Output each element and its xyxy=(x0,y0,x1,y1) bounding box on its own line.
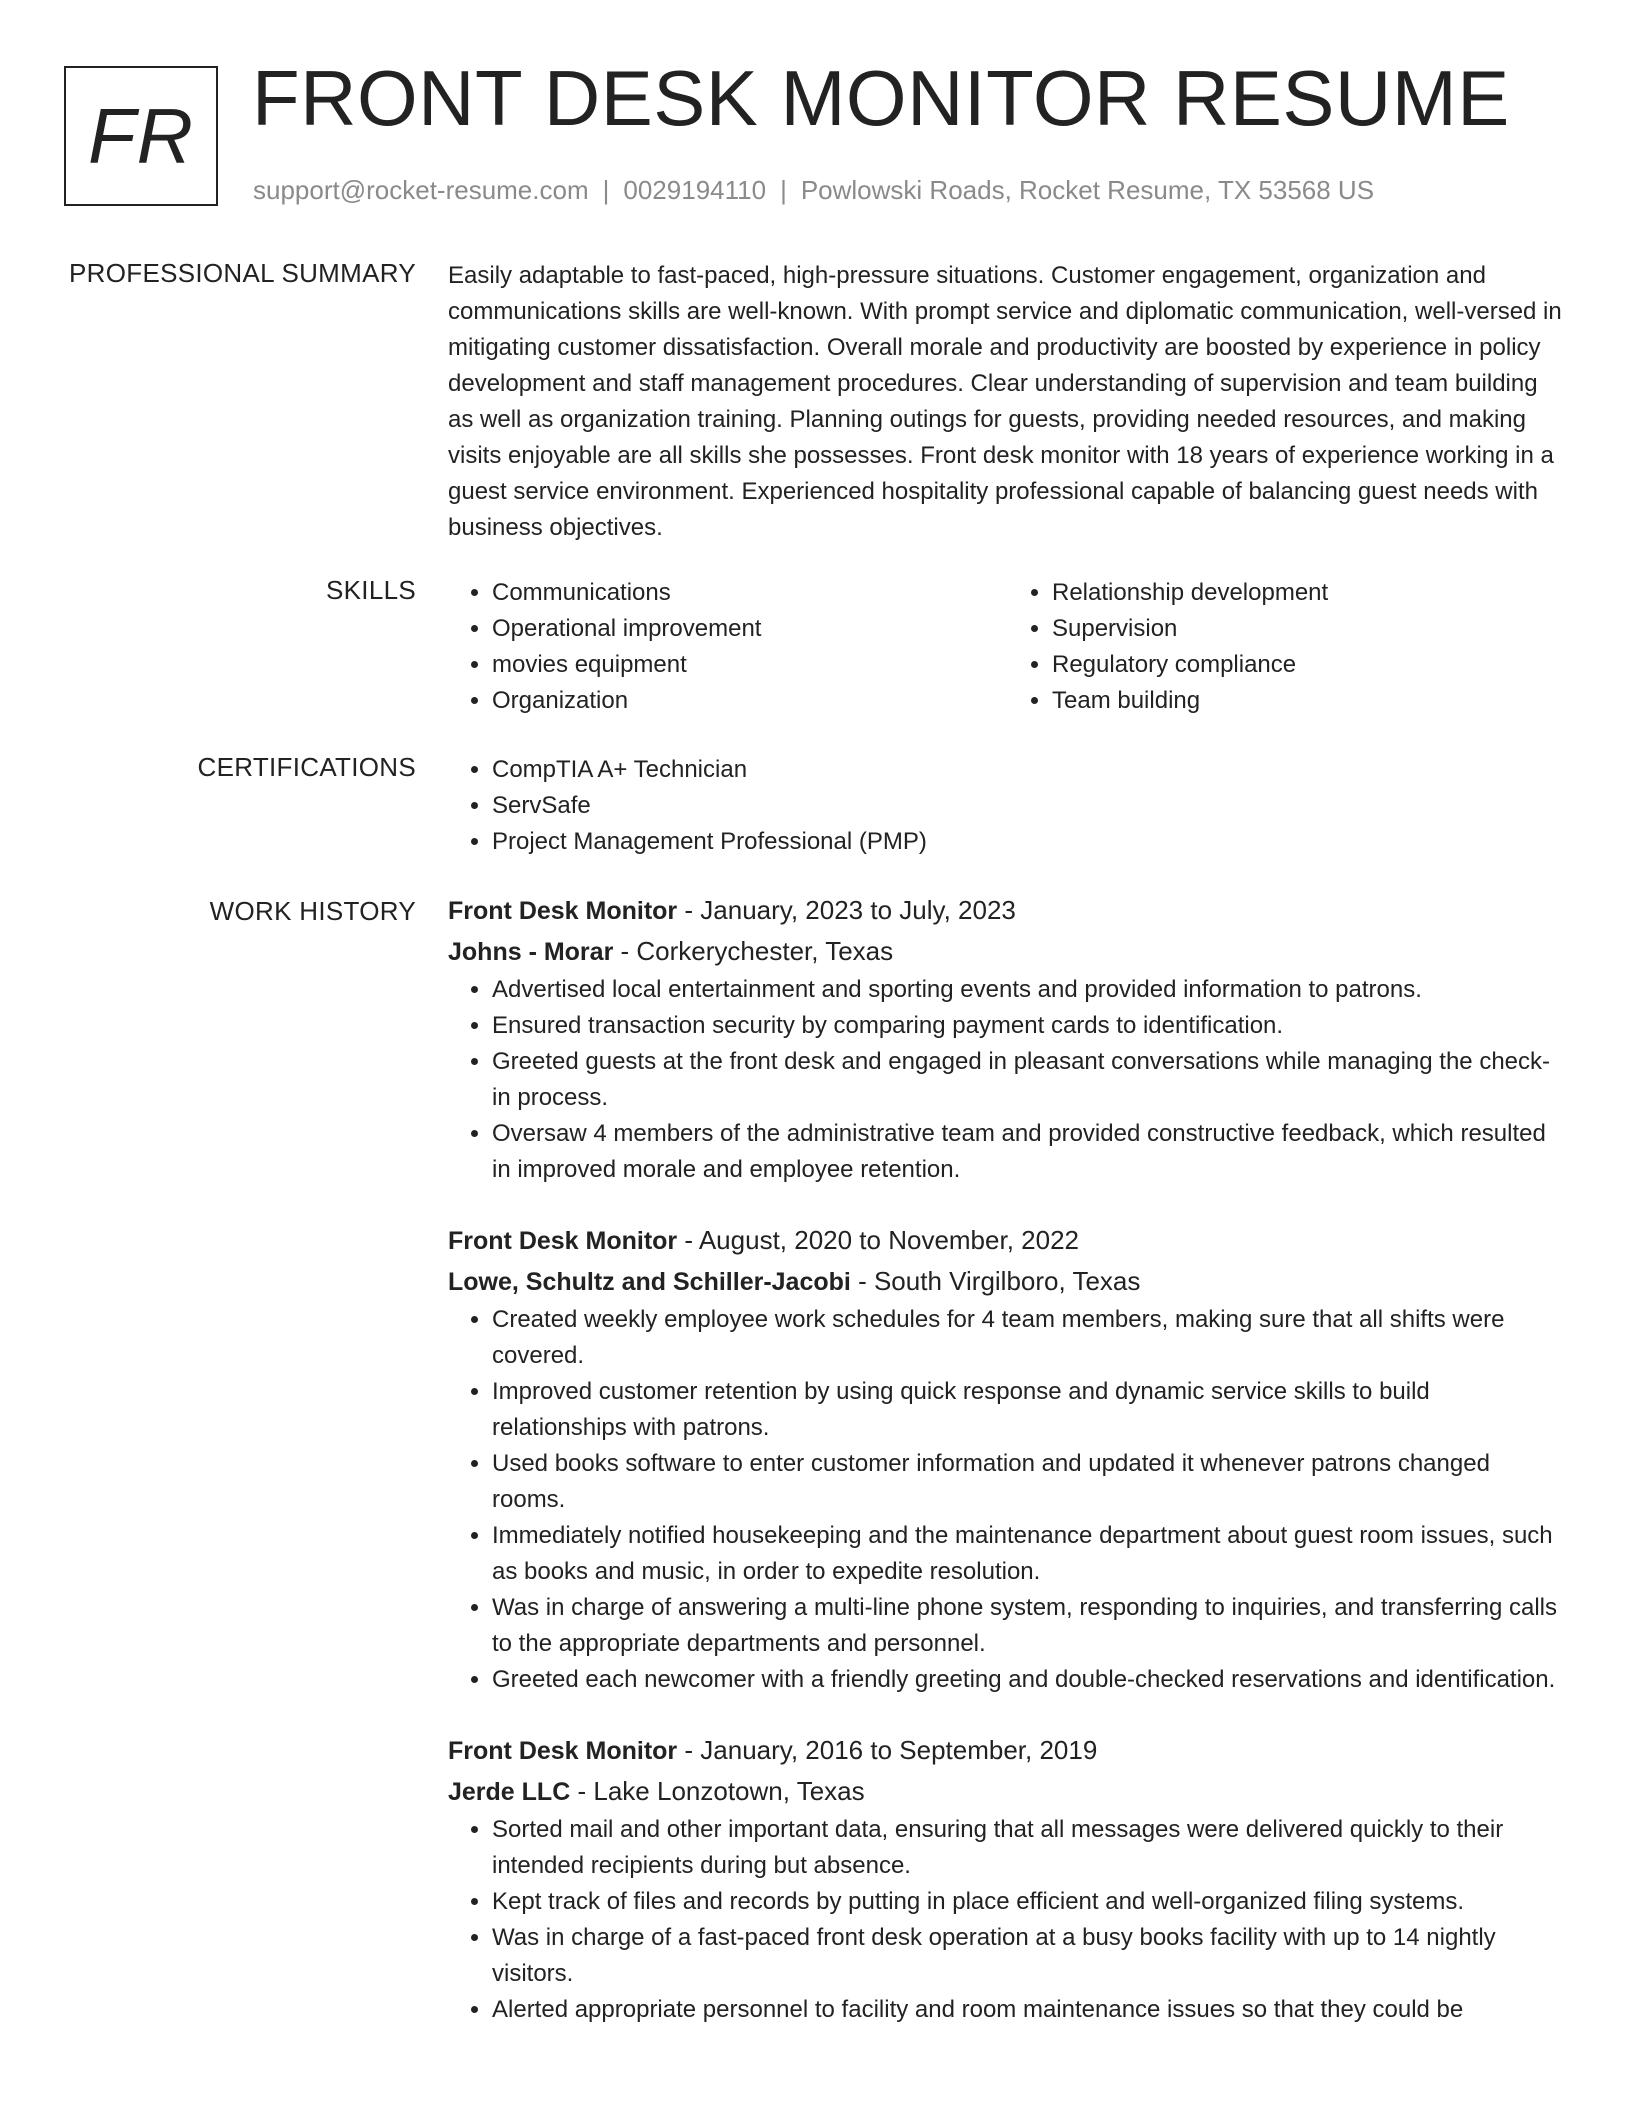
job-bullet: • Oversaw 4 members of the administrative team and provided constructive feedback, which resulted in improved morale and employee retention. xyxy=(492,1116,1568,1188)
job-title: Front Desk Monitor xyxy=(448,897,678,925)
job-title-line: Front Desk Monitor - January, 2023 to July, 2023 xyxy=(448,895,1016,925)
contact-line xyxy=(253,175,1374,206)
job-title: Front Desk Monitor xyxy=(448,1737,678,1765)
job-bullets xyxy=(448,972,1568,1188)
summary-heading: PROFESSIONAL SUMMARY xyxy=(69,258,416,288)
summary-body xyxy=(448,258,1568,546)
job-dates: January, 2023 to July, 2023 xyxy=(700,895,1016,925)
job-company-line: Jerde LLC - Lake Lonzotown, Texas xyxy=(448,1776,865,1806)
skill-item: • movies equipment xyxy=(492,647,1008,683)
job-bullet: • Alerted appropriate personnel to facility and room maintenance issues so that they could be xyxy=(492,1992,1568,2028)
job-bullet: • Ensured transaction security by comparing payment cards to identification. xyxy=(492,1008,1568,1044)
job-location: Corkerychester, Texas xyxy=(636,936,894,966)
skills-list-left xyxy=(448,575,1008,719)
job-title-line: Front Desk Monitor - August, 2020 to November, 2022 xyxy=(448,1225,1079,1255)
certification-item: • Project Management Professional (PMP) xyxy=(492,824,1568,860)
summary-text: Easily adaptable to fast-paced, high-pressure situations. Customer engagement, organization and communications skills are well-known. With prompt service and diplomatic communication, well-versed in mitigating customer dissatisfaction. Overall morale and productivity are boosted by experience in policy development and staff management procedures. Clear understanding of supervision and team building as well as organization training. Planning outings for guests, providing needed resources, and making visits enjoyable are all skills she possesses. Front desk monitor with 18 years of experience working in a guest service environment. Experienced hospitality professional capable of balancing guest needs with business objectives. xyxy=(448,262,1562,541)
job-bullet: • Immediately notified housekeeping and the maintenance department about guest room issues, such as books and music, in order to expedite resolution. xyxy=(492,1518,1568,1590)
job-bullet: • Created weekly employee work schedules for 4 team members, making sure that all shifts were covered. xyxy=(492,1302,1568,1374)
job-entry xyxy=(448,1730,1568,2028)
job-title: Front Desk Monitor xyxy=(448,1227,678,1255)
job-company: Lowe, Schultz and Schiller-Jacobi xyxy=(448,1268,851,1296)
skills-heading: SKILLS xyxy=(326,575,416,605)
job-bullets xyxy=(448,1812,1568,2028)
job-bullet: • Improved customer retention by using quick response and dynamic service skills to build relationships with patrons. xyxy=(492,1374,1568,1446)
resume-title: FRONT DESK MONITOR RESUME xyxy=(252,54,1510,142)
skills-list-right xyxy=(1008,575,1568,719)
skill-item: • Team building xyxy=(1052,683,1568,719)
job-bullet: • Greeted guests at the front desk and engaged in pleasant conversations while managing the check-in process. xyxy=(492,1044,1568,1116)
job-bullet: • Sorted mail and other important data, ensuring that all messages were delivered quickly to their intended recipients during but absence. xyxy=(492,1812,1568,1884)
job-bullet: • Advertised local entertainment and sporting events and provided information to patrons. xyxy=(492,972,1568,1008)
contact-separator: | xyxy=(602,175,610,205)
job-location: Lake Lonzotown, Texas xyxy=(593,1776,865,1806)
skill-item: • Operational improvement xyxy=(492,611,1008,647)
job-company-line: Lowe, Schultz and Schiller-Jacobi - South Virgilboro, Texas xyxy=(448,1266,1141,1296)
certifications-heading: CERTIFICATIONS xyxy=(197,752,416,782)
job-bullets xyxy=(448,1302,1568,1698)
job-bullet: • Greeted each newcomer with a friendly greeting and double-checked reservations and identification. xyxy=(492,1662,1568,1698)
job-bullet: • Used books software to enter customer information and updated it whenever patrons changed rooms. xyxy=(492,1446,1568,1518)
contact-phone[interactable]: 0029194110 xyxy=(623,175,767,205)
job-company-line: Johns - Morar - Corkerychester, Texas xyxy=(448,936,894,966)
work-history-heading: WORK HISTORY xyxy=(209,896,416,926)
contact-separator: | xyxy=(780,175,787,205)
job-title-line: Front Desk Monitor - January, 2016 to September, 2019 xyxy=(448,1735,1098,1765)
skills-body xyxy=(448,575,1568,719)
job-entry xyxy=(448,890,1568,1188)
monogram-initials: FR xyxy=(88,91,194,180)
job-dates: August, 2020 to November, 2022 xyxy=(698,1225,1079,1255)
job-location: South Virgilboro, Texas xyxy=(873,1266,1141,1296)
job-dates: January, 2016 to September, 2019 xyxy=(700,1735,1098,1765)
certification-item: • ServSafe xyxy=(492,788,1568,824)
skill-item: • Organization xyxy=(492,683,1008,719)
contact-address: Powlowski Roads, Rocket Resume, TX 53568 US xyxy=(800,175,1375,205)
job-bullet: • Was in charge of a fast-paced front desk operation at a busy books facility with up to 14 nightly visitors. xyxy=(492,1920,1568,1992)
job-entry xyxy=(448,1220,1568,1698)
job-company: Johns - Morar xyxy=(448,938,614,966)
work-history-body xyxy=(448,890,1568,2060)
contact-email[interactable]: support@rocket-resume.com xyxy=(253,175,589,205)
skill-item: • Supervision xyxy=(1052,611,1568,647)
certification-item: • CompTIA A+ Technician xyxy=(492,752,1568,788)
monogram-badge xyxy=(64,66,218,206)
certifications-body xyxy=(448,752,1568,860)
skill-item: • Regulatory compliance xyxy=(1052,647,1568,683)
skill-item: • Communications xyxy=(492,575,1008,611)
job-bullet: • Was in charge of answering a multi-line phone system, responding to inquiries, and transferring calls to the appropriate departments and personnel. xyxy=(492,1590,1568,1662)
job-bullet: • Kept track of files and records by putting in place efficient and well-organized filing systems. xyxy=(492,1884,1568,1920)
certifications-list xyxy=(448,752,1568,860)
skill-item: • Relationship development xyxy=(1052,575,1568,611)
skills-columns xyxy=(448,575,1568,719)
job-company: Jerde LLC xyxy=(448,1778,571,1806)
